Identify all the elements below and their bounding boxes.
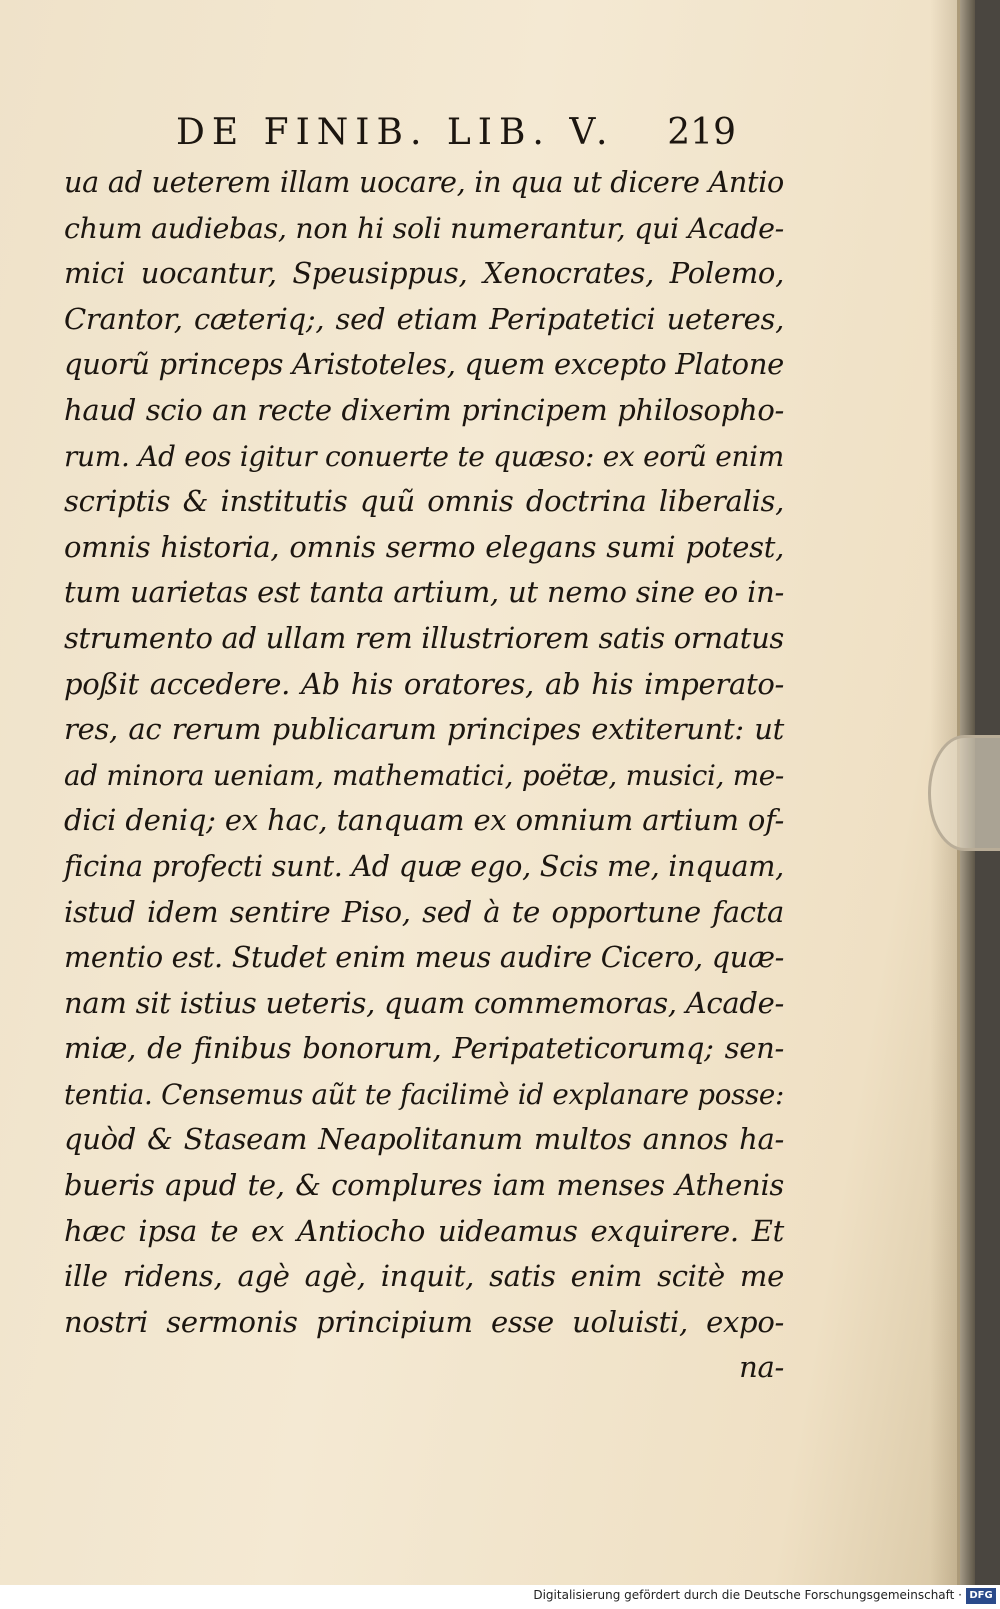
text-line: miæ, de finibus bonorum, Peripateticorumq; sen-: [64, 1031, 784, 1066]
body-text: [64, 160, 784, 1391]
footer-bar: [0, 1585, 1000, 1609]
text-line: mentio est. Studet enim meus audire Cicero, quæ-: [64, 940, 784, 975]
text-line: tum uarietas est tanta artium, ut nemo sine eo in-: [64, 575, 784, 610]
running-header: [176, 112, 756, 158]
text-line: ad minora ueniam, mathematici, poëtæ, musici, me-: [64, 758, 784, 792]
text-line: nostri sermonis principium esse uoluisti, expo-: [64, 1304, 784, 1339]
text-line: nam sit istius ueteris, quam commemoras, Acade-: [64, 985, 784, 1020]
running-title: DE FINIB. LIB. V.: [176, 112, 615, 153]
text-line: rum. Ad eos igitur conuerte te quæso: ex eorũ enim: [64, 439, 784, 473]
text-line: poßit accedere. Ab his oratores, ab his imperato-: [64, 666, 784, 701]
text-line: hæc ipsa te ex Antiocho uideamus exquirere. Et: [64, 1213, 784, 1248]
funding-credit: Digitalisierung gefördert durch die Deutsche Forschungsgemeinschaft ·: [533, 1588, 962, 1602]
text-line: strumento ad ullam rem illustriorem satis ornatus: [64, 620, 784, 655]
text-line: res, ac rerum publicarum principes extiterunt: ut: [64, 712, 784, 747]
text-line: istud idem sentire Piso, sed à te opportune facta: [64, 894, 784, 929]
book-clasp: [928, 735, 1000, 851]
dfg-logo: DFG: [966, 1588, 996, 1604]
text-line: tentia. Censemus aũt te facilimè id explanare posse:: [64, 1077, 784, 1111]
page-number: 219: [667, 112, 736, 153]
text-line: quòd & Staseam Neapolitanum multos annos ha-: [64, 1122, 784, 1157]
text-line: chum audiebas, non hi soli numerantur, qui Acade-: [64, 211, 784, 245]
text-line: ficina profecti sunt. Ad quæ ego, Scis me, inquam,: [64, 848, 784, 883]
catchword: na-: [739, 1350, 784, 1385]
text-line: ua ad ueterem illam uocare, in qua ut dicere Antio: [64, 165, 784, 199]
text-line: Crantor, cæteriq;, sed etiam Peripatetici ueteres,: [64, 301, 784, 336]
text-line: quorũ princeps Aristoteles, quem excepto Platone: [64, 347, 784, 382]
text-line: dici deniq; ex hac, tanquam ex omnium artium of-: [64, 803, 784, 838]
text-line: bueris apud te, & complures iam menses Athenis: [64, 1168, 784, 1203]
text-line: haud scio an recte dixerim principem philosopho-: [64, 392, 784, 427]
text-line: omnis historia, omnis sermo elegans sumi potest,: [64, 529, 784, 564]
text-line: mici uocantur, Speusippus, Xenocrates, Polemo,: [64, 256, 784, 291]
text-line: ille ridens, agè agè, inquit, satis enim scitè me: [64, 1259, 784, 1294]
text-line: scriptis & institutis quũ omnis doctrina liberalis,: [64, 484, 784, 519]
